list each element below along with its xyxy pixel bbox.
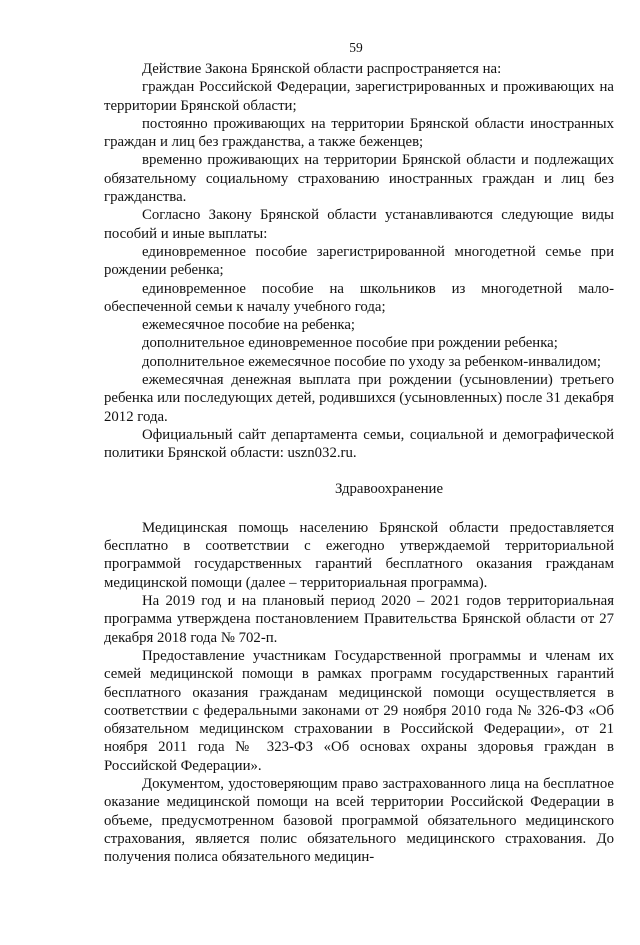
paragraph: Медицинская помощь населению Брянской области предоставляется бесплатно в соответствии с ежегодно утверждаемой территориальной программой государственных гарантий бесплатного оказания гражданам медицинской помощи (далее – территориальная программа). (104, 519, 614, 591)
paragraph: дополнительное единовременное пособие при рождении ребенка; (142, 335, 558, 352)
paragraph: единовременное пособие зарегистрированной многодетной семье при рождении ребенка; (104, 243, 614, 279)
paragraph: дополнительное ежемесячное пособие по уходу за ребенком-инвалидом; (142, 353, 601, 370)
paragraph: На 2019 год и на плановый период 2020 – 2021 годов территориальная программа утверждена постановлением Правительства Брянской области от 27 декабря 2018 года № 702-п. (104, 593, 614, 646)
paragraph: ежемесячная денежная выплата при рождении (усыновлении) третьего ребенка или последующих детей, родившихся (усыновленных) после 31 декабря 2012 года. (104, 372, 614, 425)
paragraph: Действие Закона Брянской области распространяется на: (142, 61, 502, 77)
document-page (0, 40, 640, 945)
paragraph: ежемесячное пособие на ребенка; (142, 317, 356, 334)
paragraph: единовременное пособие на школьников из многодетной малообеспеченной семьи к началу учебного года; (104, 280, 614, 315)
paragraph: временно проживающих на территории Брянской области и подлежащих обязательному социальному страхованию иностранных граждан и лиц без гражданства. (104, 152, 614, 206)
page-number: 59 (349, 40, 363, 55)
section-heading: Здравоохранение (334, 480, 444, 497)
section-healthcare (104, 519, 614, 867)
paragraph: граждан Российской Федерации, зарегистрированных и проживающих на территории Брянской области; (104, 79, 614, 114)
paragraph: Официальный сайт департамента семьи, социальной и демографической политики Брянской области: uszn032.ru. (104, 426, 614, 462)
paragraph: Согласно Закону Брянской области устанавливаются следующие виды пособий и иные выплаты: (104, 207, 614, 242)
paragraph: постоянно проживающих на территории Брянской области иностранных граждан и лиц без гражданства, а также беженцев; (104, 115, 614, 151)
section-benefits (104, 60, 614, 463)
paragraph: Предоставление участникам Государственной программы и членам их семей медицинской помощи в рамках программ государственных гарантий бесплатного оказания гражданам медицинской помощи осуществляется в соответствии с федеральными законами от 29 ноября 2010 года № 326-ФЗ «Об обязательном медицинском страховании в Российской Федерации», от 21 ноября 2011 года № 323-ФЗ «Об основах охраны здоровья граждан в Российской Федерации». (104, 647, 614, 774)
paragraph: Документом, удостоверяющим право застрахованного лица на бесплатное оказание медицинской помощи на всей территории Российской Федерации в объеме, предусмотренном базовой программой обязательного медицинского страхования, является полис обязательного медицинского страхования. До получения полиса обязательного медицин- (104, 775, 614, 866)
